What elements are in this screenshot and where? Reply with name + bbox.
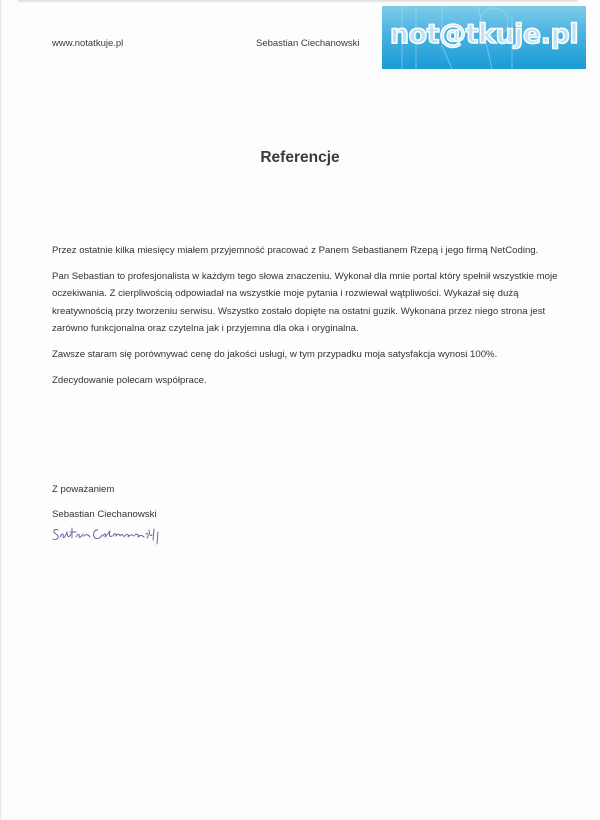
scan-edge-top xyxy=(18,0,578,3)
header-author-name: Sebastian Ciechanowski xyxy=(256,38,360,49)
paragraph-praise: Pan Sebastian to profesjonalista w każdym tego słowa znaczeniu. Wykonał dla mnie portal który spełnił wszystkie moje oczekiwania. Z cierpliwością odpowiadał na wszystkie moje pytania i rozwiewał wątpliwości. Wykazał się dużą kreatywnością przy tworzeniu serwisu. Wszystko zostało dopięte na ostatni guzik. Wykonana przez niego strona jest zarówno funkcjonalna oraz czytelna jak i przyjemna dla oka i oryginalna. xyxy=(52,271,558,334)
logo-text: not@tkuje.pl xyxy=(389,19,579,50)
scan-edge-left xyxy=(0,0,2,820)
notatkuje-logo xyxy=(382,6,586,69)
paragraph-recommendation: Zdecydowanie polecam współprace. xyxy=(52,375,207,387)
paragraph-satisfaction: Zawsze staram się porównywać cenę do jakości usługi, w tym przypadku moja satysfakcja wynosi 100%. xyxy=(52,349,498,361)
document-title: Referencje xyxy=(260,149,340,166)
letter-body xyxy=(52,242,572,398)
paragraph-intro: Przez ostatnie kilka miesięcy miałem przyjemność pracować z Panem Sebastianem Rzepą i jego firmą NetCoding. xyxy=(52,245,539,256)
signer-name: Sebastian Ciechanowski xyxy=(52,509,157,520)
closing-salutation: Z poważaniem xyxy=(52,484,115,495)
handwritten-signature-icon xyxy=(50,522,170,546)
header-website: www.notatkuje.pl xyxy=(52,38,124,49)
